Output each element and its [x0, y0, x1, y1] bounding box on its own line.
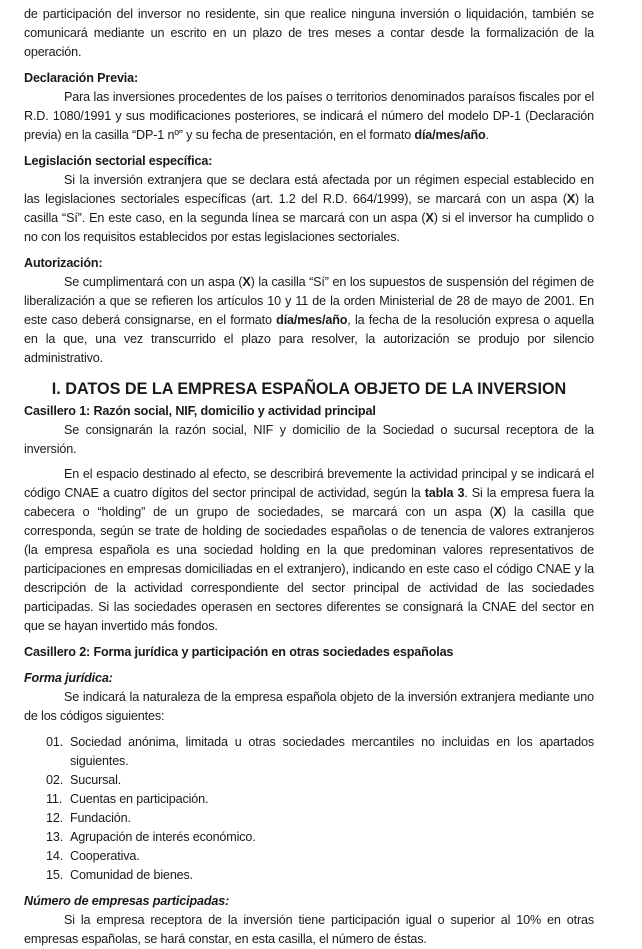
code-label: Fundación.: [70, 811, 131, 825]
numero-empresas-heading: Número de empresas participadas:: [24, 894, 230, 908]
list-item: [24, 866, 594, 885]
text: En el espacio destinado al efecto, se describirá brevemente la actividad principal y se indicará el código CNAE a cuatro dígitos del sector principal de actividad, según la: [24, 467, 594, 500]
code-number: 02.: [46, 773, 64, 787]
code-label: Sucursal.: [70, 773, 122, 787]
casillero1-paragraph-1: Se consignarán la razón social, NIF y domicilio de la Sociedad o sucursal receptora de la inversión.: [24, 423, 594, 456]
code-label: Cooperativa.: [70, 849, 140, 863]
autorizacion-heading: Autorización:: [24, 256, 103, 270]
x-mark: X: [242, 275, 251, 289]
code-number: 15.: [46, 868, 64, 882]
x-mark: X: [493, 505, 502, 519]
declaracion-previa-heading: Declaración Previa:: [24, 71, 139, 85]
autorizacion-paragraph: [24, 273, 594, 368]
code-label: Comunidad de bienes.: [70, 868, 194, 882]
section-title: I. DATOS DE LA EMPRESA ESPAÑOLA OBJETO DE LA INVERSION: [51, 380, 567, 398]
table-reference: tabla 3: [424, 486, 465, 500]
code-label: Agrupación de interés económico.: [70, 830, 256, 844]
codes-list: [24, 733, 594, 885]
text: ) si el inversor ha cumplido o no con los requisitos establecidos por estas legislaciones sectoriales.: [24, 211, 594, 244]
date-format: día/mes/año: [276, 313, 348, 327]
text: . Si la empresa fuera la cabecera o “holding” de un grupo de sociedades, se marcará con un aspa (: [24, 486, 594, 519]
code-number: 14.: [46, 849, 64, 863]
intro-paragraph: de participación del inversor no residente, sin que realice ninguna inversión o liquidación, también se comunicará mediante un escrito en un plazo de tres meses a contar desde la formalización de la operación.: [24, 7, 594, 59]
declaracion-previa-paragraph: [24, 88, 594, 145]
code-number: 01.: [46, 735, 64, 749]
text: , la fecha de la resolución expresa o aquella en la que, una vez transcurrido el plazo para resolver, la autorización se produjo por silencio administrativo.: [24, 313, 594, 365]
code-label: Cuentas en participación.: [70, 792, 209, 806]
text: ) la casilla que corresponda, según se trate de holding de sociedades españolas o de tenencia de valores extranjeros (la empresa española es una sociedad holding en la que predominan valores representativos de participaciones en empresas domiciliadas en el extranjero), indicando en este caso el código CNAE y la descripción de la actividad correspondiente del sector principal de actividad de las sociedades participadas. Si las sociedades operasen en sectores diferentes se consignará la CNAE del sector en que se hayan invertido más fondos.: [24, 505, 594, 633]
x-mark: X: [566, 192, 575, 206]
text: Para las inversiones procedentes de los países o territorios denominados paraísos fiscales por el R.D. 1080/1991 y sus modificaciones posteriores, se indicará el número del modelo DP-1 (Declaración previa) en la casilla “DP-1 nº” y su fecha de presentación, en el formato: [24, 90, 594, 142]
list-item: [24, 790, 594, 809]
code-number: 12.: [46, 811, 64, 825]
code-label: Sociedad anónima, limitada u otras sociedades mercantiles no incluidas en los apartados siguientes.: [70, 735, 594, 768]
casillero1-paragraph-2: [24, 465, 594, 636]
document-page: [24, 5, 594, 949]
text: Si la inversión extranjera que se declara está afectada por un régimen especial establecido en las legislaciones sectoriales específicas (art. 1.2 del R.D. 664/1999), se marcará con un aspa (: [24, 173, 594, 206]
text: ) la casilla “Sí” en los supuestos de suspensión del régimen de liberalización a que se refieren los artículos 10 y 11 de la orden Ministerial de 28 de mayo de 2001. En este caso deberá consignarse, en el formato: [24, 275, 594, 327]
list-item: [24, 771, 594, 790]
code-number: 13.: [46, 830, 64, 844]
text: Se cumplimentará con un aspa (: [64, 275, 243, 289]
text: ) la casilla “Sí”. En este caso, en la segunda línea se marcará con un aspa (: [24, 192, 594, 225]
date-format: día/mes/año: [414, 128, 486, 142]
forma-juridica-paragraph: Se indicará la naturaleza de la empresa española objeto de la inversión extranjera mediante uno de los códigos siguientes:: [24, 690, 594, 723]
list-item: [24, 733, 594, 771]
code-number: 11.: [46, 792, 63, 806]
list-item: [24, 828, 594, 847]
forma-juridica-heading: Forma jurídica:: [24, 671, 113, 685]
list-item: [24, 847, 594, 866]
casillero2-heading: Casillero 2: Forma jurídica y participación en otras sociedades españolas: [24, 645, 454, 659]
x-mark: X: [425, 211, 434, 225]
legislacion-paragraph: [24, 171, 594, 247]
legislacion-heading: Legislación sectorial específica:: [24, 154, 213, 168]
list-item: [24, 809, 594, 828]
text: .: [485, 128, 489, 142]
casillero1-heading: Casillero 1: Razón social, NIF, domicilio y actividad principal: [24, 404, 376, 418]
numero-empresas-paragraph: Si la empresa receptora de la inversión tiene participación igual o superior al 10% en otras empresas españolas, se hará constar, en esta casilla, el número de éstas.: [24, 913, 594, 946]
